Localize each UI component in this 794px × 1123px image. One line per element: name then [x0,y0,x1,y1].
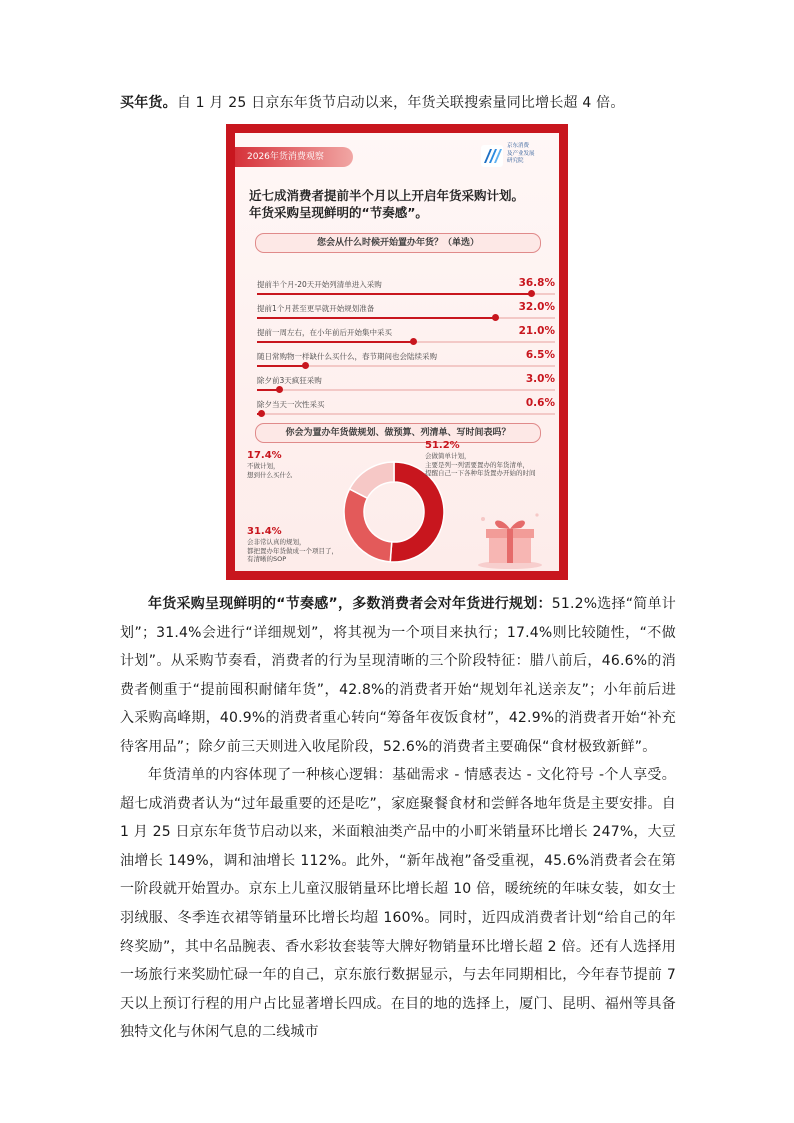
option-label: 提前1个月甚至更早就开始规划准备 [257,304,375,313]
option-bar-fill [257,317,495,319]
donut-pct: 51.2% [425,440,460,451]
option-label: 随日常购物一样缺什么买什么，春节期间也会陆续采购 [257,352,437,361]
question-2: 你会为置办年货做规划、做预算、列清单、写时间表吗？ [255,423,541,443]
option-row [257,399,555,421]
option-value: 6.5% [525,349,555,361]
infographic-headline [249,187,549,221]
option-row [257,279,555,301]
option-value: 3.0% [525,373,555,385]
option-label: 除夕当天一次性采买 [257,400,325,409]
donut-title: 会非常认真的规划， [247,538,306,546]
infographic-card [226,124,568,580]
intro-text: 自 1 月 25 日京东年货节启动以来，年货关联搜索量同比增长超 4 倍。 [176,95,625,111]
donut-desc: 主要是列一列需要置办的年货清单， [425,460,529,469]
option-bar-track [257,389,555,391]
paragraph-1-bold: 年货采购呈现鲜明的“节奏感”，多数消费者会对年货进行规划： [148,596,552,612]
option-bar-fill [257,293,531,295]
option-bar-fill [257,365,305,367]
donut-annotation-simple [425,439,555,478]
option-label: 提前一周左右，在小年前后开始集中采买 [257,328,392,337]
donut-pct: 17.4% [247,450,282,461]
paragraph-1-text: 51.2%选择“简单计划”；31.4%会进行“详细规划”，将其视为一个项目来执行；17.4%则比较随性，“不做计划”。从采购节奏看，消费者的行为呈现清晰的三个阶段特征：腊八前后，46.6%的消费者侧重于“提前囤积耐储年货”，42.8%的消费者开始“规划年礼送亲友”；小年前后进入采购高峰期，40.9%的消费者重心转向“筹备年夜饭食材”，42.9%的消费者开始“补充待客用品”；除夕前三天则进入收尾阶段，52.6%的消费者主要确保“食材极致新鲜”。 [120,596,676,755]
logo-text-line: 研究院 [507,158,524,164]
option-bar-fill [257,341,413,343]
logo-mark-icon [481,145,503,167]
option-value: 21.0% [518,325,555,337]
paragraph-2: 年货清单的内容体现了一种核心逻辑：基础需求 - 情感表达 - 文化符号 -个人享受。超七成消费者认为“过年最重要的还是吃”，家庭聚餐食材和尝鲜各地年货是主要安排。自 1 月 25 日京东年货节启动以来，米面粮油类产品中的小町米销量环比增长 247%，大豆油增长 149%，调和油增长 112%。此外，“新年战袍”备受重视，45.6%消费者会在第一阶段就开始置办。京东上儿童汉服销量环比增长超 10 倍，暖统统的年味女装，如女士羽绒服、冬季连衣裙等销量环比增长均超 160%。同时，近四成消费者计划“给自己的年终奖励”，其中名品腕表、香水彩妆套装等大牌好物销量环比增长超 2 倍。还有人选择用一场旅行来奖励忙碌一年的自己，京东旅行数据显示，与去年同期相比，今年春节提前 7 天以上预订行程的用户占比显著增长四成。在目的地的选择上，厦门、昆明、福州等具备独特文化与休闲气息的二线城市 [120,767,676,1041]
intro-paragraph [120,89,676,117]
headline-line-1: 近七成消费者提前半个月以上开启年货采购计划。 [249,188,525,203]
paragraph-1 [120,590,676,762]
option-value: 36.8% [518,277,555,289]
gift-box-icon [475,509,545,569]
logo-text-line: 京东消费 [507,143,530,149]
donut-title: 会做简单计划， [425,452,471,460]
option-bar-dot [276,386,283,393]
headline-line-2: 年货采购呈现鲜明的“节奏感”。 [249,205,428,220]
option-label: 提前半个月-20天开始列清单进入采购 [257,280,382,289]
option-bar-dot [410,338,417,345]
option-row [257,351,555,373]
option-bar-dot [492,314,499,321]
donut-desc: 有清晰的SOP [247,555,287,563]
donut-annotation-detailed [247,525,367,564]
option-row [257,327,555,349]
option-value: 32.0% [518,301,555,313]
option-row [257,303,555,325]
donut-desc: 提醒自己一下各种年货置办开始的时间 [425,469,536,477]
donut-slice [350,462,394,498]
donut-desc: 都把置办年货做成一个项目了， [247,546,338,555]
infographic-inner [235,133,559,571]
question-1: 您会从什么时候开始置办年货？（单选） [255,233,541,253]
option-bar-dot [528,290,535,297]
donut-annotation-none [247,449,327,479]
donut-title: 不做计划， [247,462,280,470]
jd-research-logo [481,143,545,171]
option-label: 除夕前3天疯狂采购 [257,376,322,385]
option-value: 0.6% [525,397,555,409]
intro-bold: 买年货。 [120,95,177,111]
option-bar-dot [302,362,309,369]
logo-text [507,143,547,166]
option-row [257,375,555,397]
donut-pct: 31.4% [247,526,282,537]
infographic-tag: 2026年货消费观察 [235,147,353,167]
option-bar-track [257,413,555,415]
option-bar-dot [258,410,265,417]
donut-desc: 想到什么买什么 [247,470,293,479]
logo-text-line: 及产业发展 [507,150,535,157]
